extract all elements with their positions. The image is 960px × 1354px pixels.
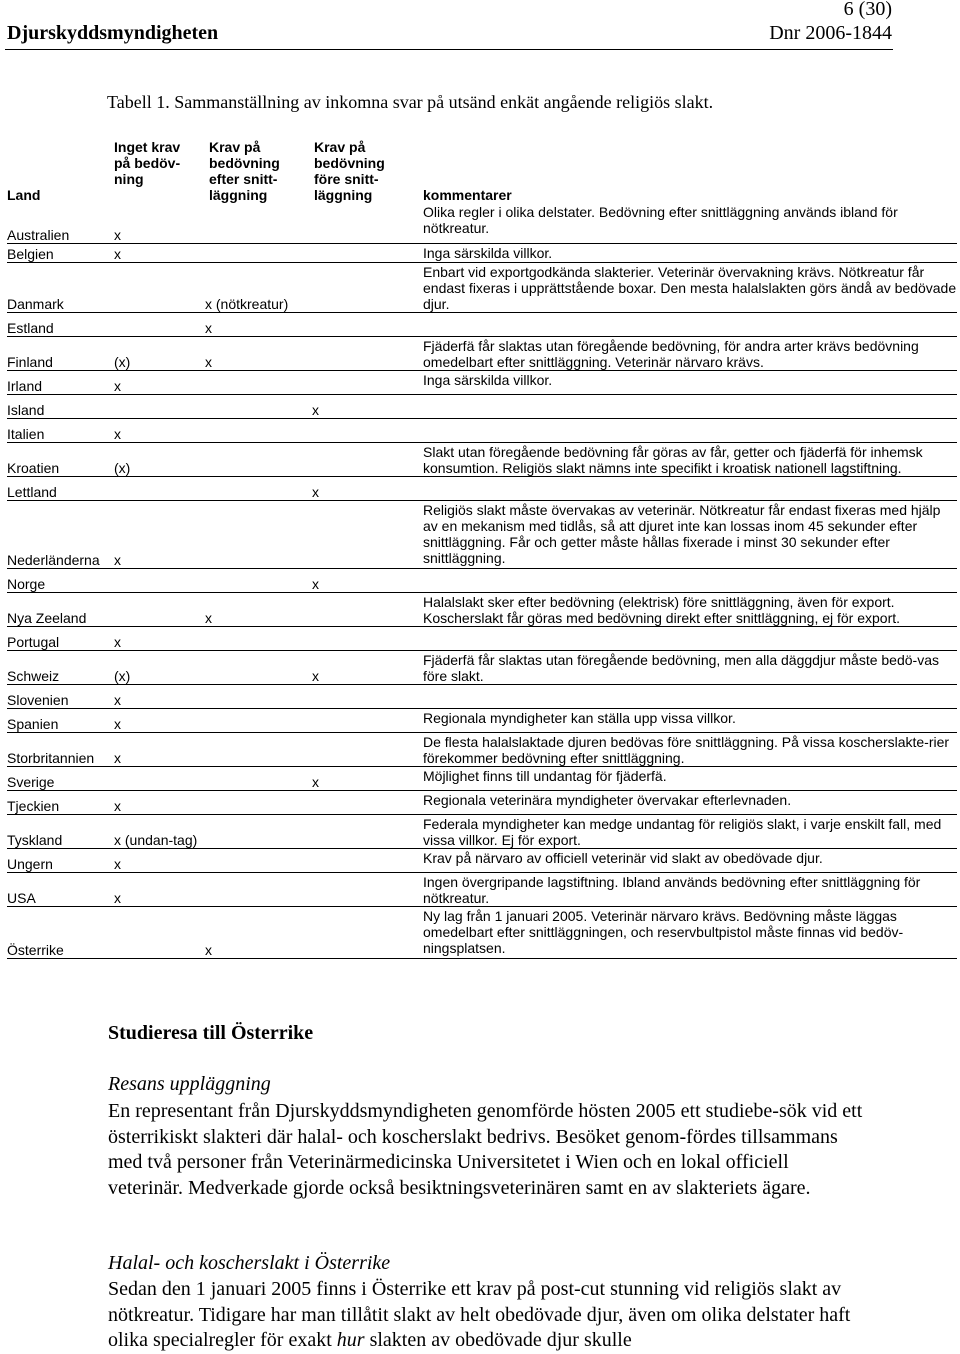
no-requirement-cell: x [110, 626, 205, 650]
table-row [7, 650, 957, 684]
header-stun-after-cut: Krav på bedövning efter snitt- läggning [209, 139, 280, 203]
comment-cell [416, 626, 957, 650]
section-heading: Studieresa till Österrike [108, 1022, 314, 1044]
stun-before-cut-cell [309, 418, 416, 442]
table-row [7, 336, 957, 370]
comment-cell: Inga särskilda villkor. [416, 370, 957, 394]
no-requirement-cell [110, 568, 205, 592]
country-cell: Österrike [7, 906, 110, 958]
stun-before-cut-cell: x [309, 568, 416, 592]
comment-cell [416, 394, 957, 418]
header-comments: kommentarer [423, 187, 512, 203]
no-requirement-cell: x [110, 370, 205, 394]
comment-cell: Ny lag från 1 januari 2005. Veterinär närvaro krävs. Bedövning måste läggas omedelbart efter snittläggningen, och reservbultpistol måste finnas vid bedöv-ningsplatsen. [416, 906, 957, 958]
country-cell: Irland [7, 370, 110, 394]
table-row [7, 766, 957, 790]
comment-cell: De flesta halalslaktade djuren bedövas före snittläggning. På vissa koscherslakte-rier förekommer bedövning efter snittläggning. [416, 732, 957, 766]
survey-table [7, 139, 957, 959]
country-cell: Tjeckien [7, 790, 110, 814]
table-row [7, 243, 957, 262]
comment-cell: Inga särskilda villkor. [416, 243, 957, 262]
stun-after-cut-cell [205, 708, 309, 732]
no-requirement-cell [110, 766, 205, 790]
no-requirement-cell: (x) [110, 442, 205, 476]
table-row [7, 872, 957, 906]
page-number: 6 (30) [843, 0, 892, 20]
stun-after-cut-cell [205, 418, 309, 442]
no-requirement-cell [110, 476, 205, 500]
stun-before-cut-cell [309, 370, 416, 394]
stun-after-cut-cell: x (nötkreatur) [205, 262, 309, 312]
stun-before-cut-cell [309, 243, 416, 262]
comment-cell: Federala myndigheter kan medge undantag för religiös slakt, i varje enskilt fall, med vissa villkor. Ej för export. [416, 814, 957, 848]
country-cell: Tyskland [7, 814, 110, 848]
stun-before-cut-cell [309, 848, 416, 872]
table-header-row [7, 139, 957, 203]
stun-after-cut-cell [205, 684, 309, 708]
no-requirement-cell: x [110, 790, 205, 814]
table-row [7, 626, 957, 650]
stun-before-cut-cell [309, 500, 416, 568]
header-land: Land [7, 187, 41, 203]
country-cell: Lettland [7, 476, 110, 500]
table-row [7, 790, 957, 814]
table-row [7, 476, 957, 500]
table-caption: Tabell 1. Sammanställning av inkomna svar på utsänd enkät angående religiös slakt. [107, 92, 714, 112]
comment-cell: Möjlighet finns till undantag för fjäderfä. [416, 766, 957, 790]
stun-after-cut-cell [205, 732, 309, 766]
stun-after-cut-cell [205, 500, 309, 568]
table-row [7, 442, 957, 476]
no-requirement-cell: x [110, 203, 205, 243]
stun-before-cut-cell [309, 592, 416, 626]
stun-before-cut-cell [309, 262, 416, 312]
stun-before-cut-cell [309, 442, 416, 476]
comment-cell: Ingen övergripande lagstiftning. Ibland används bedövning efter snittläggning för nötkreatur. [416, 872, 957, 906]
stun-after-cut-cell [205, 814, 309, 848]
no-requirement-cell: x [110, 684, 205, 708]
no-requirement-cell [110, 394, 205, 418]
table-row [7, 370, 957, 394]
stun-before-cut-cell: x [309, 650, 416, 684]
no-requirement-cell [110, 592, 205, 626]
stun-before-cut-cell: x [309, 394, 416, 418]
stun-after-cut-cell [205, 790, 309, 814]
country-cell: Schweiz [7, 650, 110, 684]
stun-before-cut-cell [309, 312, 416, 336]
country-cell: Estland [7, 312, 110, 336]
paragraph-religious-slaughter: Sedan den 1 januari 2005 finns i Österrike ett krav på post-cut stunning vid religiös slakt av nötkreatur. Tidigare har man tillåtit slakt av helt obedövade djur, även om olika delstater haft olika specialregler för exakt hur slakten av obedövade djur skulle [108, 1278, 851, 1351]
comment-cell: Halalslakt sker efter bedövning (elektrisk) före snittläggning, även för export. Koscherslakt får göras med bedövning direkt efter snittläggning, ej för export. [416, 592, 957, 626]
stun-before-cut-cell [309, 790, 416, 814]
country-cell: Danmark [7, 262, 110, 312]
country-cell: Norge [7, 568, 110, 592]
stun-after-cut-cell [205, 568, 309, 592]
stun-after-cut-cell [205, 872, 309, 906]
stun-before-cut-cell [309, 732, 416, 766]
country-cell: Belgien [7, 243, 110, 262]
comment-cell [416, 568, 957, 592]
comment-cell: Krav på närvaro av officiell veterinär vid slakt av obedövade djur. [416, 848, 957, 872]
comment-cell [416, 476, 957, 500]
table-row [7, 848, 957, 872]
table-row [7, 203, 957, 243]
comment-cell: Regionala myndigheter kan ställa upp vissa villkor. [416, 708, 957, 732]
table-row [7, 394, 957, 418]
stun-after-cut-cell: x [205, 592, 309, 626]
no-requirement-cell: x [110, 872, 205, 906]
stun-after-cut-cell [205, 442, 309, 476]
stun-before-cut-cell [309, 708, 416, 732]
stun-after-cut-cell [205, 626, 309, 650]
stun-before-cut-cell: x [309, 766, 416, 790]
no-requirement-cell: x (undan-tag) [110, 814, 205, 848]
table-row [7, 684, 957, 708]
table-row [7, 262, 957, 312]
table-row [7, 592, 957, 626]
stun-before-cut-cell [309, 203, 416, 243]
table-row [7, 906, 957, 958]
no-requirement-cell: x [110, 243, 205, 262]
organization-name: Djurskyddsmyndigheten [7, 22, 219, 44]
country-cell: Italien [7, 418, 110, 442]
document-number: Dnr 2006-1844 [769, 22, 892, 44]
comment-cell [416, 684, 957, 708]
comment-cell: Olika regler i olika delstater. Bedövning efter snittläggning används ibland för nötkreatur. [416, 203, 957, 243]
country-cell: Australien [7, 203, 110, 243]
country-cell: Ungern [7, 848, 110, 872]
stun-before-cut-cell [309, 626, 416, 650]
no-requirement-cell [110, 906, 205, 958]
stun-before-cut-cell [309, 684, 416, 708]
header-no-requirement: Inget krav på bedöv- ning [114, 139, 181, 187]
no-requirement-cell: x [110, 418, 205, 442]
country-cell: Storbritannien [7, 732, 110, 766]
subheading-trip-plan: Resans uppläggning [108, 1073, 271, 1095]
no-requirement-cell: x [110, 500, 205, 568]
stun-after-cut-cell [205, 650, 309, 684]
comment-cell: Enbart vid exportgodkända slakterier. Veterinär övervakning krävs. Nötkreatur får endast fixeras i upprättstående boxar. Den mesta halalslakten görs ändå av bedövade djur. [416, 262, 957, 312]
country-cell: Portugal [7, 626, 110, 650]
stun-before-cut-cell [309, 814, 416, 848]
country-cell: Sverige [7, 766, 110, 790]
subheading-religious-slaughter: Halal- och koscherslakt i Österrike [108, 1252, 391, 1274]
header-stun-before-cut: Krav på bedövning före snitt- läggning [314, 139, 385, 203]
comment-cell: Slakt utan föregående bedövning får göras av får, getter och fjäderfä för inhemsk konsumtion. Religiös slakt nämns inte specifikt i kroatisk nationell lagstiftning. [416, 442, 957, 476]
table-row [7, 500, 957, 568]
no-requirement-cell: (x) [110, 650, 205, 684]
stun-after-cut-cell: x [205, 336, 309, 370]
stun-before-cut-cell: x [309, 476, 416, 500]
no-requirement-cell: x [110, 708, 205, 732]
stun-after-cut-cell [205, 370, 309, 394]
country-cell: Spanien [7, 708, 110, 732]
country-cell: Nederländerna [7, 500, 110, 568]
table-row [7, 814, 957, 848]
no-requirement-cell: (x) [110, 336, 205, 370]
no-requirement-cell [110, 312, 205, 336]
country-cell: Nya Zeeland [7, 592, 110, 626]
paragraph-trip-plan: En representant från Djurskyddsmyndigheten genomförde hösten 2005 ett studiebe-sök vid ett österrikiskt slakteri där halal- och koscherslakt bedrivs. Besöket genom-fördes tillsammans med två personer från Veterinärmedicinska Universitetet i Wien och en lokal officiell veterinär. Medverkade gjorde också besiktningsveterinären samt en av slakteriets ägare. [108, 1100, 863, 1199]
country-cell: Finland [7, 336, 110, 370]
no-requirement-cell [110, 262, 205, 312]
table-row [7, 732, 957, 766]
stun-after-cut-cell [205, 243, 309, 262]
stun-after-cut-cell [205, 766, 309, 790]
stun-before-cut-cell [309, 336, 416, 370]
country-cell: Slovenien [7, 684, 110, 708]
table-row [7, 418, 957, 442]
stun-after-cut-cell: x [205, 906, 309, 958]
country-cell: Kroatien [7, 442, 110, 476]
stun-after-cut-cell [205, 848, 309, 872]
comment-cell [416, 418, 957, 442]
comment-cell: Regionala veterinära myndigheter övervakar efterlevnaden. [416, 790, 957, 814]
stun-after-cut-cell [205, 394, 309, 418]
header-rule [5, 49, 893, 50]
table-row [7, 312, 957, 336]
stun-after-cut-cell [205, 476, 309, 500]
comment-cell [416, 312, 957, 336]
comment-cell: Religiös slakt måste övervakas av veterinär. Nötkreatur får endast fixeras med hjälp av en mekanism med tidlås, så att djuret inte kan lossas inom 45 sekunder efter snittläggning. Får och getter måste hållas fixerade i minst 30 sekunder efter snittläggning. [416, 500, 957, 568]
country-cell: Island [7, 394, 110, 418]
comment-cell: Fjäderfä får slaktas utan föregående bedövning, men alla däggdjur måste bedö-vas före slakt. [416, 650, 957, 684]
table-row [7, 708, 957, 732]
stun-before-cut-cell [309, 906, 416, 958]
no-requirement-cell: x [110, 848, 205, 872]
no-requirement-cell: x [110, 732, 205, 766]
table-row [7, 568, 957, 592]
comment-cell: Fjäderfä får slaktas utan föregående bedövning, för andra arter krävs bedövning omedelbart efter snittläggning. Veterinär närvaro krävs. [416, 336, 957, 370]
stun-before-cut-cell [309, 872, 416, 906]
country-cell: USA [7, 872, 110, 906]
stun-after-cut-cell: x [205, 312, 309, 336]
stun-after-cut-cell [205, 203, 309, 243]
